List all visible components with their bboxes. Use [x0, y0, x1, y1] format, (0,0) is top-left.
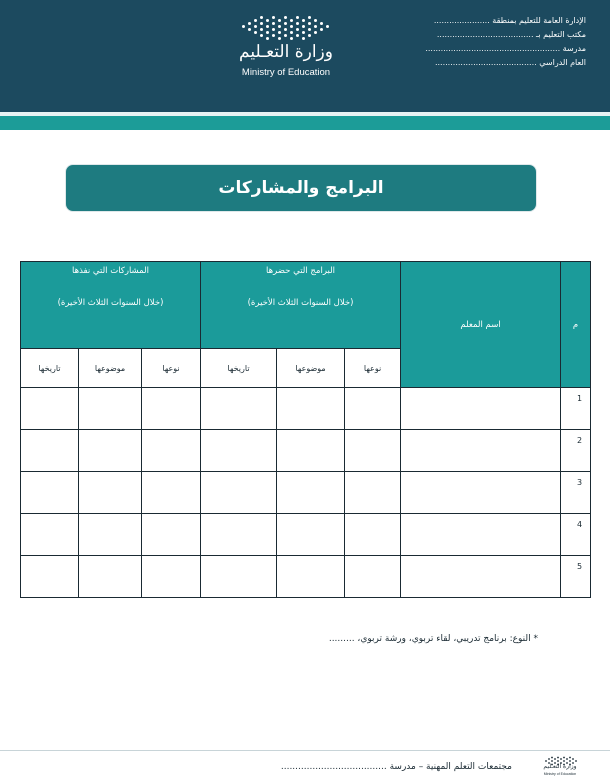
- subcol-attended-date: تاريخها: [201, 349, 277, 388]
- executed-date-cell[interactable]: [21, 514, 79, 556]
- group-executed-title: المشاركات التي نفذها: [72, 266, 150, 276]
- header-band: [0, 0, 610, 112]
- attended-date-cell[interactable]: [201, 388, 277, 430]
- teacher-name-cell[interactable]: [401, 556, 561, 598]
- ministry-emblem-icon: [228, 16, 344, 42]
- row-number: 5: [561, 556, 591, 598]
- executed-topic-cell[interactable]: [79, 430, 142, 472]
- admin-field-region: الإدارة العامة للتعليم بمنطقة ......................: [433, 16, 586, 25]
- subcol-executed-type: نوعها: [142, 349, 201, 388]
- teacher-name-cell[interactable]: [401, 388, 561, 430]
- subcol-executed-topic: موضوعها: [79, 349, 142, 388]
- footer-logo: [532, 752, 588, 780]
- executed-type-cell[interactable]: [142, 556, 201, 598]
- table-row: [21, 430, 591, 472]
- attended-topic-cell[interactable]: [277, 472, 345, 514]
- executed-topic-cell[interactable]: [79, 514, 142, 556]
- footer-logo-ar: وزارة التعـليم: [543, 763, 577, 770]
- admin-field-office: مكتب التعليم بـ ......................................: [436, 30, 586, 39]
- group-executed-header: [21, 262, 201, 349]
- ministry-logo: [228, 16, 344, 86]
- executed-type-cell[interactable]: [142, 388, 201, 430]
- attended-date-cell[interactable]: [201, 430, 277, 472]
- subcol-executed-date: تاريخها: [21, 349, 79, 388]
- teacher-name-cell[interactable]: [401, 430, 561, 472]
- attended-date-cell[interactable]: [201, 472, 277, 514]
- header-divider-teal: [0, 116, 610, 130]
- attended-type-cell[interactable]: [345, 430, 401, 472]
- footer-divider: [0, 750, 610, 751]
- subcol-attended-topic: موضوعها: [277, 349, 345, 388]
- attended-type-cell[interactable]: [345, 556, 401, 598]
- attended-type-cell[interactable]: [345, 472, 401, 514]
- admin-fields: [386, 14, 586, 70]
- group-attended-period: (خلال السنوات الثلاث الأخيرة): [247, 298, 354, 308]
- table-row: [21, 514, 591, 556]
- row-number: 4: [561, 514, 591, 556]
- group-attended-title: البرامج التي حضرها: [266, 266, 336, 276]
- footer-text: مجتمعات التعلم المهنية – مدرسة .....................................: [280, 762, 512, 772]
- attended-topic-cell[interactable]: [277, 388, 345, 430]
- executed-date-cell[interactable]: [21, 556, 79, 598]
- executed-topic-cell[interactable]: [79, 472, 142, 514]
- logo-name-en: Ministry of Education: [241, 67, 331, 78]
- executed-topic-cell[interactable]: [79, 556, 142, 598]
- attended-topic-cell[interactable]: [277, 514, 345, 556]
- executed-date-cell[interactable]: [21, 430, 79, 472]
- row-number: 3: [561, 472, 591, 514]
- executed-type-cell[interactable]: [142, 472, 201, 514]
- type-note: * النوع: برنامج تدريبي، لقاء تربوي، ورشة تربوي، .........: [328, 634, 538, 644]
- table-row: [21, 472, 591, 514]
- row-number: 1: [561, 388, 591, 430]
- executed-topic-cell[interactable]: [79, 388, 142, 430]
- row-number: 2: [561, 430, 591, 472]
- footer-logo-en: Ministry of Education: [543, 772, 577, 776]
- attended-topic-cell[interactable]: [277, 430, 345, 472]
- executed-type-cell[interactable]: [142, 514, 201, 556]
- page-title: البرامج والمشاركات: [218, 178, 384, 198]
- table-row: [21, 556, 591, 598]
- group-attended-header: [201, 262, 401, 349]
- teacher-name-cell[interactable]: [401, 472, 561, 514]
- executed-date-cell[interactable]: [21, 472, 79, 514]
- admin-field-school: مدرسة .....................................................: [425, 44, 586, 53]
- table-row: [21, 388, 591, 430]
- attended-type-cell[interactable]: [345, 514, 401, 556]
- programs-table: [20, 261, 591, 598]
- executed-type-cell[interactable]: [142, 430, 201, 472]
- subcol-attended-type: نوعها: [345, 349, 401, 388]
- page-title-box: [65, 164, 537, 212]
- executed-date-cell[interactable]: [21, 388, 79, 430]
- col-index-header: م: [561, 262, 591, 388]
- logo-name-ar: وزارة التعـليم: [239, 42, 333, 62]
- attended-date-cell[interactable]: [201, 514, 277, 556]
- admin-field-year: العام الدراسي ........................................: [434, 58, 586, 67]
- attended-topic-cell[interactable]: [277, 556, 345, 598]
- attended-date-cell[interactable]: [201, 556, 277, 598]
- group-executed-period: (خلال السنوات الثلاث الأخيرة): [57, 298, 164, 308]
- col-teacher-header: اسم المعلم: [401, 262, 561, 388]
- teacher-name-cell[interactable]: [401, 514, 561, 556]
- attended-type-cell[interactable]: [345, 388, 401, 430]
